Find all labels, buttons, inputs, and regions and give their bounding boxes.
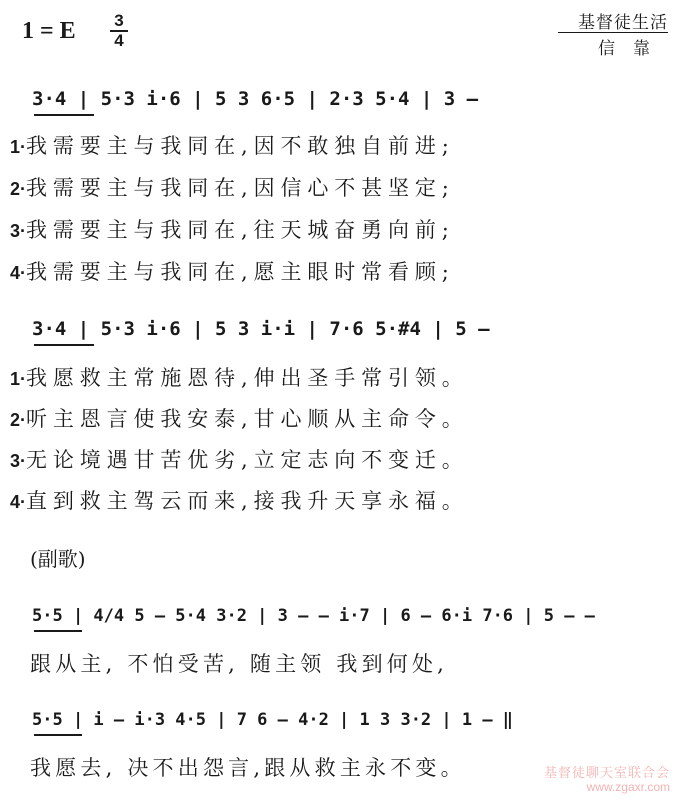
verse-lyrics: 我需要主与我同在,因信心不甚坚定; <box>26 176 455 200</box>
beam-underline <box>34 630 82 632</box>
source-label: 基督徒生活 <box>578 13 668 33</box>
beam-underline <box>34 344 94 346</box>
verse-number: 2· <box>10 410 27 430</box>
verse-row <box>10 130 455 160</box>
verse-number: 1· <box>10 369 27 389</box>
verse-number: 2· <box>10 179 27 199</box>
verse-lyrics: 我需要主与我同在,往天城奋勇向前; <box>26 218 455 242</box>
refrain-lyrics-line-1: 跟从主, 不怕受苦, 随主领 我到何处, <box>30 652 449 676</box>
verse-row <box>10 485 469 515</box>
credit-divider <box>558 32 668 33</box>
watermark-url: www.zgaxr.com <box>586 780 670 794</box>
verse-lyrics: 直到救主驾云而来,接我升天享永福。 <box>26 489 469 513</box>
verse-lyrics: 我需要主与我同在,愿主眼时常看顾; <box>26 260 455 284</box>
watermark-text: 基督徒聊天室联合会 <box>543 766 670 781</box>
refrain-label: (副歌) <box>30 547 86 571</box>
notation-line-2: 3·4 | 5·3 i·6 | 5 3 i·i | 7·6 5·#4 | 5 – <box>32 318 490 340</box>
song-title: 信靠 <box>598 39 668 59</box>
verse-lyrics: 我愿救主常施恩待,伸出圣手常引领。 <box>26 366 469 390</box>
verse-number: 1· <box>10 137 27 157</box>
verse-lyrics: 我需要主与我同在,因不敢独自前进; <box>26 134 455 158</box>
refrain-lyrics-line-2: 我愿去, 决不出怨言,跟从救主永不变。 <box>30 756 466 780</box>
verse-lyrics: 听主恩言使我安泰,甘心顺从主命令。 <box>26 407 469 431</box>
refrain-notation-line-1: 5·5 | 4/4 5 – 5·4 3·2 | 3 – – i·7 | 6 – 6·i 7·6 | 5 – – <box>32 606 595 626</box>
time-signature <box>110 12 128 50</box>
notation-line-1: 3·4 | 5·3 i·6 | 5 3 6·5 | 2·3 5·4 | 3 – <box>32 88 479 110</box>
verse-row <box>10 214 455 244</box>
verse-row <box>10 444 469 474</box>
verse-number: 3· <box>10 451 27 471</box>
key-signature: 1 = E <box>22 18 76 44</box>
beam-underline <box>34 114 94 116</box>
verse-row <box>10 362 469 392</box>
verse-row <box>10 172 455 202</box>
verse-number: 3· <box>10 221 27 241</box>
time-signature-top: 3 <box>110 12 128 32</box>
verse-number: 4· <box>10 492 27 512</box>
verse-row <box>10 256 455 286</box>
refrain-notation-line-2: 5·5 | i – i·3 4·5 | 7 6 – 4·2 | 1 3 3·2 | 1 – ‖ <box>32 710 514 730</box>
verse-number: 4· <box>10 263 27 283</box>
verse-row <box>10 403 469 433</box>
beam-underline <box>34 734 82 736</box>
verse-lyrics: 无论境遇甘苦优劣,立定志向不变迁。 <box>26 448 469 472</box>
time-signature-bottom: 4 <box>114 31 124 50</box>
